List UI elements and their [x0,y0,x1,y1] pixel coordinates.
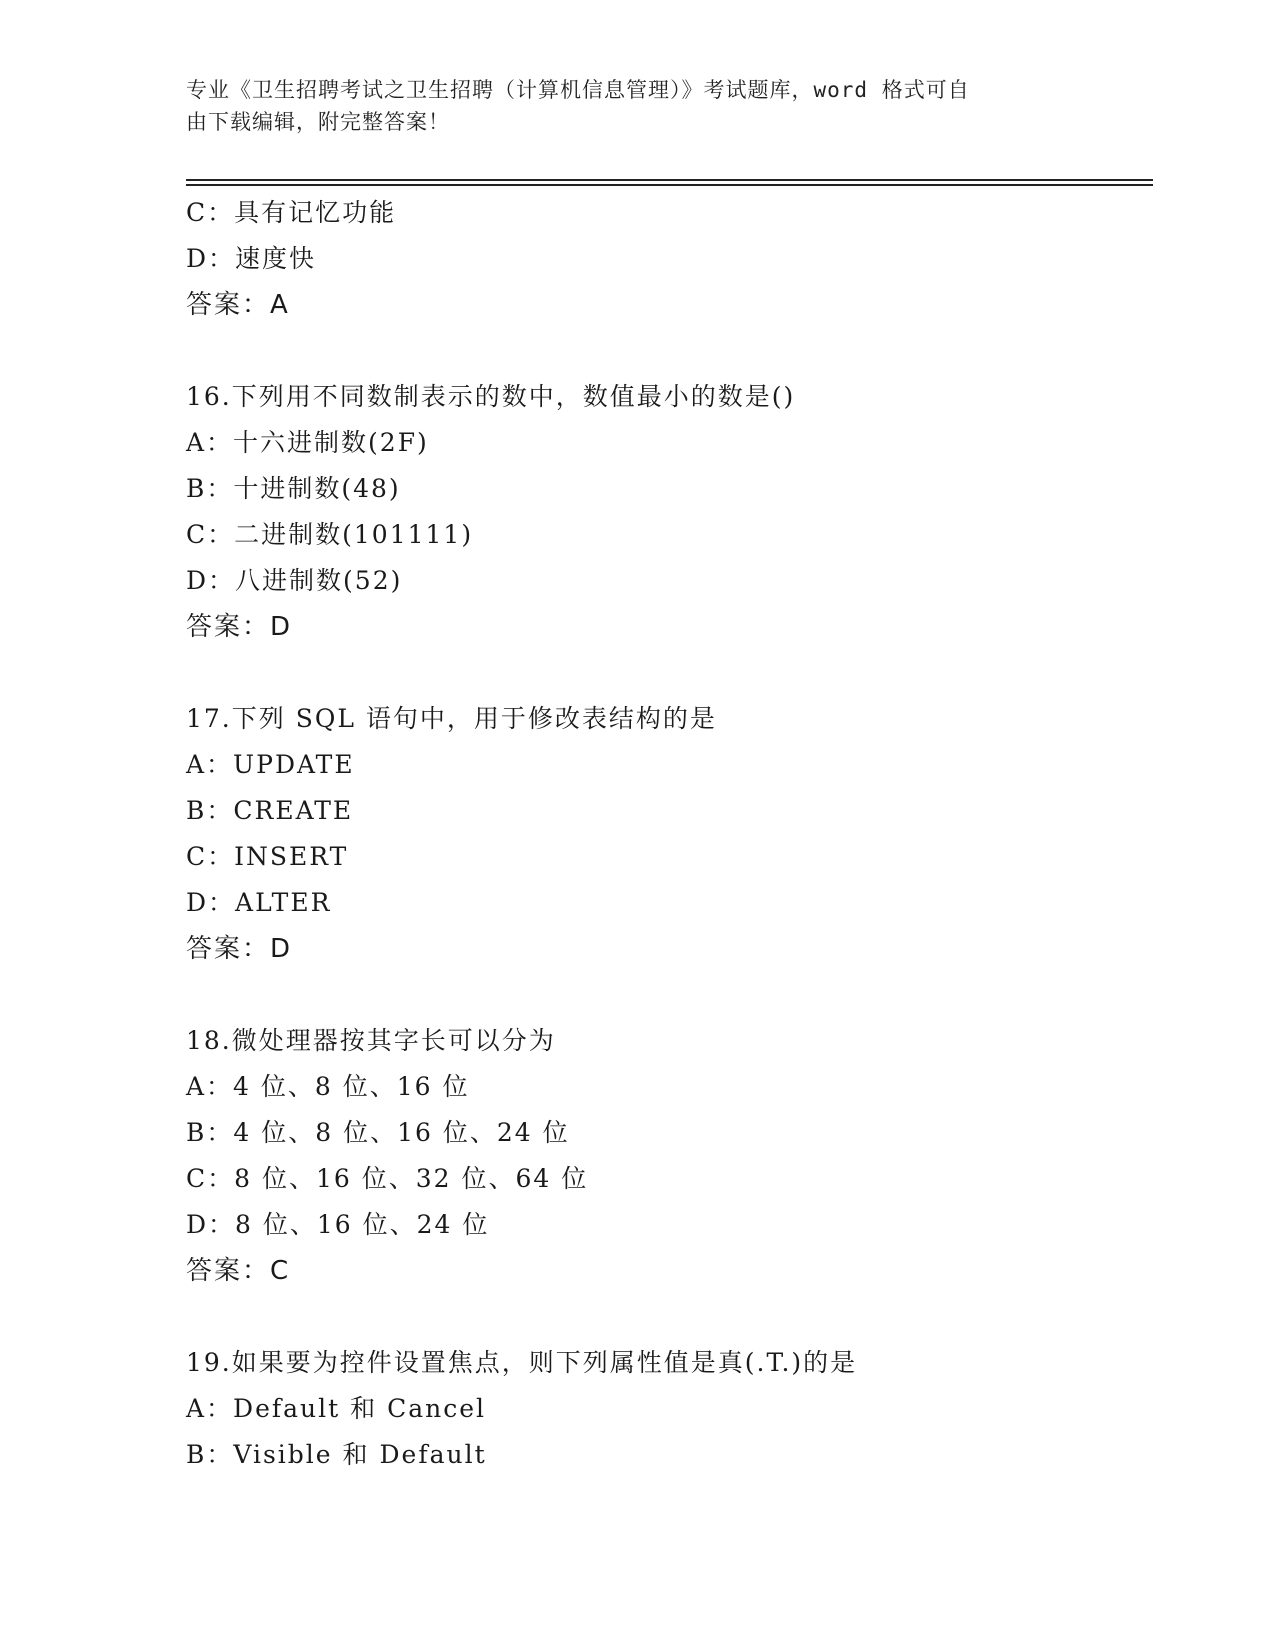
option-c: C：具有记忆功能 [186,198,397,227]
question-17 [186,696,1146,972]
option-d: D：ALTER [186,888,332,917]
question-stem: 19.如果要为控件设置焦点，则下列属性值是真(.T.)的是 [186,1348,858,1377]
question-stem: 17.下列 SQL 语句中，用于修改表结构的是 [186,704,717,733]
option-c: C：8 位、16 位、32 位、64 位 [186,1164,589,1193]
option-b: B：CREATE [186,796,354,825]
option-b: B：十进制数(48) [186,474,401,503]
option-a: A：UPDATE [186,750,355,779]
question-list [186,190,1146,1478]
option-b: B：Visible 和 Default [186,1440,487,1469]
question-16 [186,374,1146,650]
header-line-1: 专业《卫生招聘考试之卫生招聘（计算机信息管理）》考试题库，word 格式可自 [186,78,970,102]
answer-line: 答案：C [186,1256,291,1286]
option-d: D：八进制数(52) [186,566,403,595]
question-15-continued [186,190,1146,328]
option-c: C：二进制数(101111) [186,520,474,549]
answer-line: 答案：D [186,612,293,642]
header-divider-top [186,179,1153,181]
document-header [186,74,1086,138]
option-d: D：速度快 [186,244,317,273]
question-stem: 16.下列用不同数制表示的数中，数值最小的数是() [186,382,796,411]
answer-line: 答案：A [186,290,290,320]
question-19 [186,1340,1146,1478]
option-a: A：Default 和 Cancel [186,1394,487,1423]
question-18 [186,1018,1146,1294]
option-c: C：INSERT [186,842,349,871]
option-d: D：8 位、16 位、24 位 [186,1210,490,1239]
header-divider-bottom [186,184,1153,186]
answer-line: 答案：D [186,934,293,964]
option-a: A：4 位、8 位、16 位 [186,1072,470,1101]
header-line-2: 由下载编辑，附完整答案！ [186,110,450,134]
option-a: A：十六进制数(2F) [186,428,429,457]
question-stem: 18.微处理器按其字长可以分为 [186,1026,556,1055]
option-b: B：4 位、8 位、16 位、24 位 [186,1118,570,1147]
